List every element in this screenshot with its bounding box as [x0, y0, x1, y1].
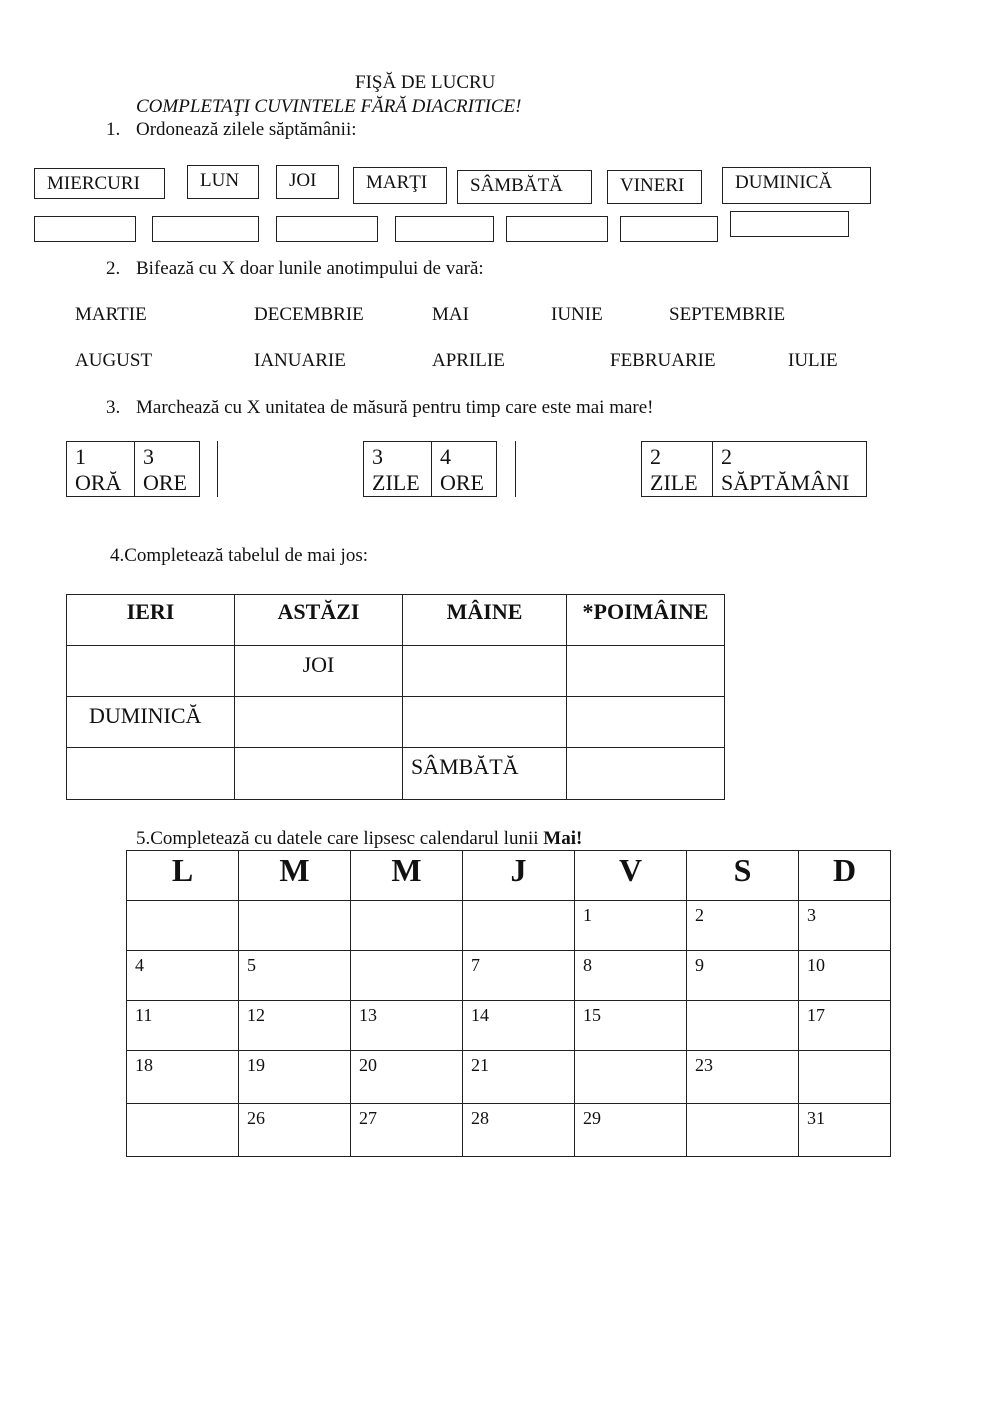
calendar-cell[interactable] — [351, 951, 463, 1001]
calendar-cell[interactable]: 26 — [239, 1104, 351, 1157]
unit-label: ORĂ — [75, 470, 122, 495]
q3-number: 3. — [106, 397, 121, 418]
unit-number: 3 — [372, 444, 383, 469]
calendar-header: V — [575, 851, 687, 901]
unit-number: 3 — [143, 444, 154, 469]
calendar-cell[interactable]: 28 — [463, 1104, 575, 1157]
month-option[interactable]: IUNIE — [551, 304, 603, 325]
calendar-cell[interactable] — [351, 901, 463, 951]
instruction-subtitle: COMPLETAŢI CUVINTELE FĂRĂ DIACRITICE! — [136, 96, 522, 117]
divider — [515, 441, 516, 497]
calendar-cell[interactable]: 27 — [351, 1104, 463, 1157]
unit-option[interactable] — [67, 442, 134, 496]
unit-number: 1 — [75, 444, 86, 469]
calendar-cell[interactable]: 7 — [463, 951, 575, 1001]
table-cell[interactable] — [567, 697, 725, 748]
day-box[interactable]: MARŢI — [353, 167, 447, 204]
table-cell[interactable] — [235, 748, 403, 800]
table-cell[interactable]: JOI — [235, 646, 403, 697]
unit-option[interactable] — [364, 442, 431, 496]
table-cell[interactable] — [403, 697, 567, 748]
calendar-cell[interactable]: 2 — [687, 901, 799, 951]
month-option[interactable]: IANUARIE — [254, 350, 346, 371]
month-option[interactable]: FEBRUARIE — [610, 350, 716, 371]
calendar-cell[interactable]: 11 — [127, 1001, 239, 1051]
calendar-cell[interactable]: 29 — [575, 1104, 687, 1157]
calendar-cell[interactable]: 9 — [687, 951, 799, 1001]
unit-label: ORE — [143, 470, 187, 495]
calendar-header: L — [127, 851, 239, 901]
q2-number: 2. — [106, 258, 121, 279]
answer-box[interactable] — [506, 216, 608, 242]
calendar-cell[interactable] — [127, 901, 239, 951]
calendar-cell[interactable]: 23 — [687, 1051, 799, 1104]
unit-pair-1 — [66, 441, 200, 497]
calendar-header: M — [351, 851, 463, 901]
q1-prompt: Ordonează zilele săptămânii: — [136, 119, 357, 140]
unit-label: SĂPTĂMÂNI — [721, 470, 850, 495]
calendar-cell[interactable] — [799, 1051, 891, 1104]
calendar-header: D — [799, 851, 891, 901]
calendar-cell[interactable]: 18 — [127, 1051, 239, 1104]
calendar-cell[interactable]: 4 — [127, 951, 239, 1001]
answer-box[interactable] — [34, 216, 136, 242]
calendar-cell[interactable]: 1 — [575, 901, 687, 951]
unit-label: ZILE — [650, 470, 698, 495]
page-title: FIŞĂ DE LUCRU — [355, 72, 496, 93]
calendar-cell[interactable]: 8 — [575, 951, 687, 1001]
q5-month: Mai! — [543, 828, 583, 849]
month-option[interactable]: MARTIE — [75, 304, 147, 325]
calendar-cell[interactable]: 31 — [799, 1104, 891, 1157]
calendar-cell[interactable]: 17 — [799, 1001, 891, 1051]
calendar-cell[interactable]: 5 — [239, 951, 351, 1001]
unit-pair-3 — [641, 441, 867, 497]
month-option[interactable]: MAI — [432, 304, 469, 325]
calendar-cell[interactable] — [463, 901, 575, 951]
table-cell[interactable]: DUMINICĂ — [67, 697, 235, 748]
month-option[interactable]: IULIE — [788, 350, 838, 371]
unit-option[interactable] — [431, 442, 496, 496]
q5-prompt-text: 5.Completează cu datele care lipsesc calendarul lunii — [136, 828, 544, 849]
table-cell[interactable] — [235, 697, 403, 748]
calendar-cell[interactable] — [127, 1104, 239, 1157]
calendar-cell[interactable] — [575, 1051, 687, 1104]
month-option[interactable]: APRILIE — [432, 350, 505, 371]
answer-box[interactable] — [152, 216, 259, 242]
days-table — [66, 594, 725, 800]
table-header: *POIMÂINE — [567, 595, 725, 646]
unit-option[interactable] — [642, 442, 712, 496]
unit-option[interactable] — [712, 442, 866, 496]
unit-option[interactable] — [134, 442, 199, 496]
calendar-cell[interactable]: 21 — [463, 1051, 575, 1104]
day-box[interactable]: LUN — [187, 165, 259, 199]
calendar-table — [126, 850, 891, 1157]
month-option[interactable]: AUGUST — [75, 350, 153, 371]
table-cell[interactable] — [567, 646, 725, 697]
calendar-cell[interactable]: 10 — [799, 951, 891, 1001]
unit-number: 2 — [721, 444, 732, 469]
day-box[interactable]: VINERI — [607, 170, 702, 204]
calendar-cell[interactable]: 12 — [239, 1001, 351, 1051]
calendar-header: J — [463, 851, 575, 901]
calendar-cell[interactable]: 3 — [799, 901, 891, 951]
month-option[interactable]: SEPTEMBRIE — [669, 304, 786, 325]
unit-number: 2 — [650, 444, 661, 469]
q2-prompt: Bifează cu X doar lunile anotimpului de vară: — [136, 258, 484, 279]
unit-pair-2 — [363, 441, 497, 497]
calendar-cell[interactable]: 13 — [351, 1001, 463, 1051]
q3-prompt: Marchează cu X unitatea de măsură pentru timp care este mai mare! — [136, 397, 654, 418]
table-cell[interactable] — [403, 646, 567, 697]
unit-label: ZILE — [372, 470, 420, 495]
calendar-header: S — [687, 851, 799, 901]
calendar-cell[interactable] — [687, 1104, 799, 1157]
calendar-cell[interactable]: 19 — [239, 1051, 351, 1104]
unit-number: 4 — [440, 444, 451, 469]
table-header: IERI — [67, 595, 235, 646]
table-cell[interactable] — [67, 748, 235, 800]
answer-box[interactable] — [620, 216, 718, 242]
day-box[interactable]: SÂMBĂTĂ — [457, 170, 592, 204]
calendar-cell[interactable]: 20 — [351, 1051, 463, 1104]
calendar-cell[interactable] — [687, 1001, 799, 1051]
answer-box[interactable] — [730, 211, 849, 237]
table-header: MÂINE — [403, 595, 567, 646]
calendar-cell[interactable]: 14 — [463, 1001, 575, 1051]
table-header: ASTĂZI — [235, 595, 403, 646]
answer-box[interactable] — [395, 216, 494, 242]
day-box[interactable]: JOI — [276, 165, 339, 199]
divider — [217, 441, 218, 497]
month-option[interactable]: DECEMBRIE — [254, 304, 364, 325]
unit-label: ORE — [440, 470, 484, 495]
q5-prompt — [136, 828, 582, 850]
table-cell[interactable] — [67, 646, 235, 697]
day-box[interactable]: DUMINICĂ — [722, 167, 871, 204]
calendar-cell[interactable] — [239, 901, 351, 951]
table-cell[interactable] — [567, 748, 725, 800]
q1-number: 1. — [106, 119, 121, 140]
table-cell[interactable]: SÂMBĂTĂ — [403, 748, 567, 800]
answer-box[interactable] — [276, 216, 378, 242]
calendar-header: M — [239, 851, 351, 901]
calendar-cell[interactable]: 15 — [575, 1001, 687, 1051]
q4-prompt: 4.Completează tabelul de mai jos: — [110, 545, 369, 566]
day-box[interactable]: MIERCURI — [34, 168, 165, 199]
